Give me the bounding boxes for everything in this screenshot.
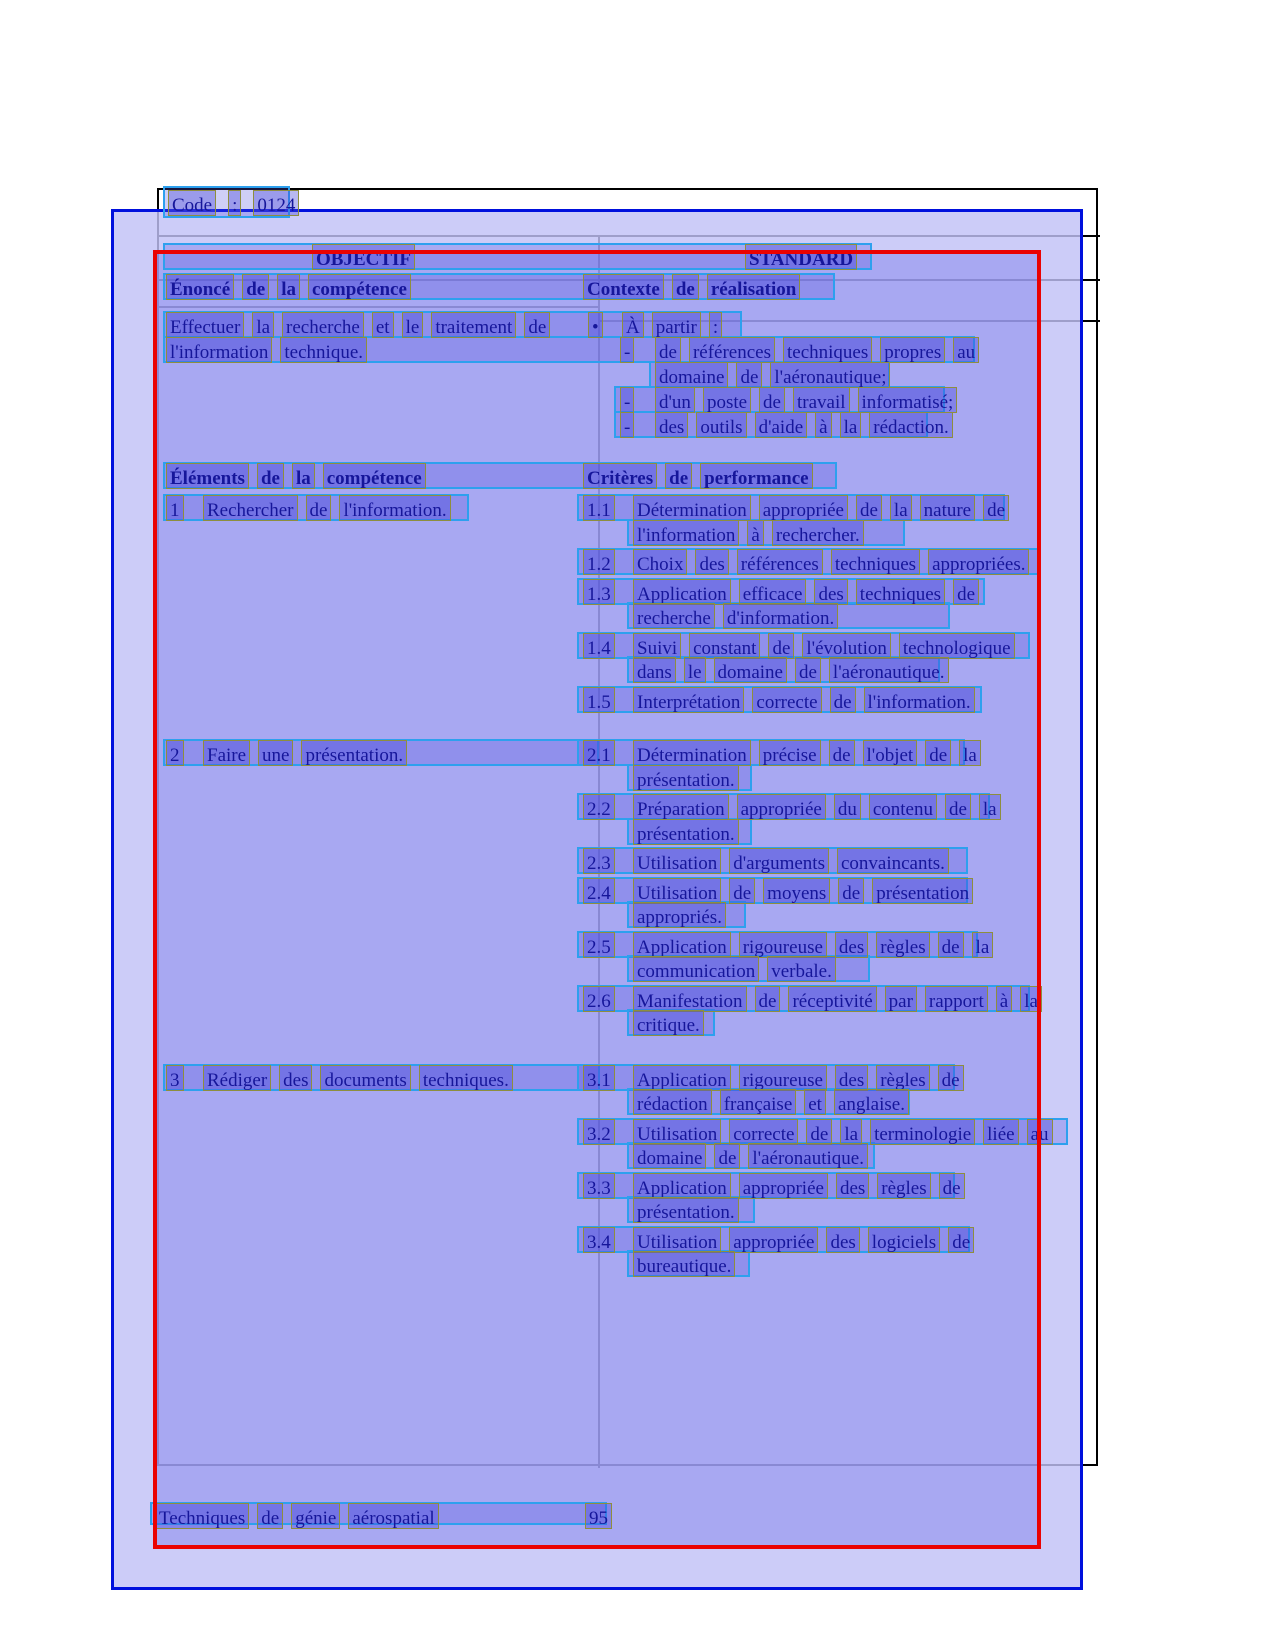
word-highlight-box: rédaction bbox=[633, 1089, 712, 1115]
word-highlight-box: 1.1 bbox=[583, 495, 615, 521]
word-highlight-box: Suivi bbox=[633, 633, 681, 659]
text-segment bbox=[655, 387, 957, 413]
word-highlight-box: Application bbox=[633, 932, 731, 958]
word-highlight-box: et bbox=[804, 1089, 826, 1115]
word-highlight-box: réceptivité bbox=[788, 986, 876, 1012]
word-highlight-box: Utilisation bbox=[633, 878, 721, 904]
word-highlight-box: propres bbox=[880, 337, 945, 363]
word-highlight-box: le bbox=[684, 657, 706, 683]
text-segment bbox=[633, 1197, 739, 1223]
word-highlight-box: présentation. bbox=[633, 819, 739, 845]
word-highlight-box: d'un bbox=[655, 387, 695, 413]
word-highlight-box: 3.2 bbox=[583, 1119, 615, 1145]
word-highlight-box: STANDARD bbox=[745, 244, 857, 270]
text-segment bbox=[633, 633, 1015, 659]
word-highlight-box: • bbox=[588, 312, 603, 338]
text-segment bbox=[633, 549, 1029, 575]
word-highlight-box: appropriée bbox=[739, 1173, 828, 1199]
word-highlight-box: documents bbox=[320, 1065, 410, 1091]
word-highlight-box: recherche bbox=[633, 603, 715, 629]
text-segment bbox=[633, 878, 973, 904]
word-highlight-box: Utilisation bbox=[633, 1119, 721, 1145]
text-segment bbox=[203, 1065, 513, 1091]
word-highlight-box: des bbox=[835, 1065, 868, 1091]
word-highlight-box: de bbox=[938, 1065, 964, 1091]
text-segment bbox=[583, 1065, 615, 1091]
word-highlight-box: de bbox=[655, 337, 681, 363]
text-segment bbox=[633, 1119, 1053, 1145]
text-segment bbox=[583, 1227, 615, 1253]
word-highlight-box: une bbox=[258, 740, 293, 766]
text-segment bbox=[583, 794, 615, 820]
word-highlight-box: performance bbox=[700, 463, 812, 489]
word-highlight-box: techniques. bbox=[419, 1065, 513, 1091]
text-segment bbox=[166, 740, 184, 766]
text-segment bbox=[583, 495, 615, 521]
text-segment bbox=[583, 633, 615, 659]
word-highlight-box: réalisation bbox=[707, 274, 801, 300]
word-highlight-box: Application bbox=[633, 579, 731, 605]
text-segment bbox=[585, 1503, 612, 1529]
word-highlight-box: - bbox=[620, 412, 634, 438]
word-highlight-box: logiciels bbox=[868, 1227, 940, 1253]
word-highlight-box: présentation bbox=[872, 878, 973, 904]
word-highlight-box: présentation. bbox=[633, 765, 739, 791]
text-segment bbox=[620, 337, 634, 363]
text-segment bbox=[583, 740, 615, 766]
word-highlight-box: la bbox=[277, 274, 300, 300]
text-segment bbox=[633, 986, 1042, 1012]
word-highlight-box: Application bbox=[633, 1173, 731, 1199]
word-highlight-box: efficace bbox=[739, 579, 807, 605]
word-highlight-box: 1 bbox=[166, 495, 184, 521]
word-highlight-box: l'information. bbox=[864, 687, 975, 713]
word-highlight-box: 1.3 bbox=[583, 579, 615, 605]
word-highlight-box: traitement bbox=[431, 312, 516, 338]
text-segment bbox=[583, 549, 615, 575]
word-highlight-box: la bbox=[1020, 986, 1042, 1012]
word-highlight-box: règles bbox=[876, 1065, 929, 1091]
text-segment bbox=[655, 412, 953, 438]
word-highlight-box: liée bbox=[983, 1119, 1018, 1145]
text-segment bbox=[633, 1143, 868, 1169]
word-highlight-box: de bbox=[948, 1227, 974, 1253]
word-highlight-box: présentation. bbox=[633, 1197, 739, 1223]
word-highlight-box: bureautique. bbox=[633, 1251, 735, 1277]
word-highlight-box: techniques bbox=[783, 337, 872, 363]
word-highlight-box: rédaction. bbox=[869, 412, 952, 438]
word-highlight-box: OBJECTIF bbox=[312, 244, 415, 270]
word-highlight-box: correcte bbox=[752, 687, 821, 713]
word-highlight-box: l'évolution bbox=[802, 633, 890, 659]
word-highlight-box: le bbox=[402, 312, 424, 338]
word-highlight-box: Code bbox=[168, 190, 216, 216]
word-highlight-box: appropriés. bbox=[633, 902, 726, 928]
word-highlight-box: de bbox=[665, 463, 692, 489]
word-highlight-box: Contexte bbox=[583, 274, 664, 300]
word-highlight-box: informatisé; bbox=[858, 387, 958, 413]
word-highlight-box: de bbox=[729, 878, 755, 904]
word-highlight-box: des bbox=[836, 1173, 869, 1199]
text-segment bbox=[583, 878, 615, 904]
text-segment bbox=[633, 603, 838, 629]
text-segment bbox=[583, 1173, 615, 1199]
word-highlight-box: critique. bbox=[633, 1010, 704, 1036]
word-highlight-box: de bbox=[768, 633, 794, 659]
word-highlight-box: 2.1 bbox=[583, 740, 615, 766]
word-highlight-box: compétence bbox=[308, 274, 411, 300]
text-segment bbox=[633, 1089, 909, 1115]
word-highlight-box: rigoureuse bbox=[739, 1065, 827, 1091]
word-highlight-box: Rédiger bbox=[203, 1065, 271, 1091]
text-segment bbox=[633, 794, 1001, 820]
word-highlight-box: de bbox=[242, 274, 269, 300]
word-highlight-box: Énoncé bbox=[166, 274, 234, 300]
word-highlight-box: domaine bbox=[633, 1143, 706, 1169]
word-highlight-box: Détermination bbox=[633, 740, 751, 766]
word-highlight-box: partir bbox=[652, 312, 701, 338]
word-highlight-box: références bbox=[689, 337, 775, 363]
word-highlight-box: de bbox=[829, 740, 855, 766]
word-highlight-box: domaine bbox=[655, 362, 728, 388]
word-highlight-box: 3.1 bbox=[583, 1065, 615, 1091]
word-highlight-box: d'arguments bbox=[729, 848, 829, 874]
text-segment bbox=[655, 362, 890, 388]
word-highlight-box: Choix bbox=[633, 549, 687, 575]
word-highlight-box: de bbox=[953, 579, 979, 605]
word-highlight-box: de bbox=[257, 1503, 283, 1529]
word-highlight-box: 2.3 bbox=[583, 848, 615, 874]
word-highlight-box: la bbox=[959, 740, 981, 766]
word-highlight-box: 95 bbox=[585, 1503, 612, 1529]
word-highlight-box: - bbox=[620, 337, 634, 363]
word-highlight-box: l'objet bbox=[863, 740, 918, 766]
word-highlight-box: la bbox=[890, 495, 912, 521]
word-highlight-box: l'aéronautique. bbox=[748, 1143, 868, 1169]
word-highlight-box: appropriée bbox=[729, 1227, 818, 1253]
text-segment bbox=[633, 495, 1009, 521]
word-highlight-box: de bbox=[524, 312, 550, 338]
text-segment bbox=[583, 274, 800, 300]
word-highlight-box: convaincants. bbox=[837, 848, 949, 874]
word-highlight-box: l'aéronautique. bbox=[829, 657, 949, 683]
word-highlight-box: - bbox=[620, 387, 634, 413]
text-segment bbox=[633, 765, 739, 791]
word-highlight-box: de bbox=[938, 932, 964, 958]
word-highlight-box: de bbox=[856, 495, 882, 521]
word-highlight-box: 3.4 bbox=[583, 1227, 615, 1253]
word-highlight-box: appropriée bbox=[737, 794, 826, 820]
text-segment bbox=[633, 520, 864, 546]
text-segment bbox=[622, 312, 722, 338]
word-highlight-box: l'information. bbox=[339, 495, 450, 521]
word-highlight-box: 3 bbox=[166, 1065, 184, 1091]
word-highlight-box: recherche bbox=[282, 312, 364, 338]
word-highlight-box: 1.5 bbox=[583, 687, 615, 713]
word-highlight-box: des bbox=[695, 549, 728, 575]
word-highlight-box: de bbox=[806, 1119, 832, 1145]
word-highlight-box: des bbox=[826, 1227, 859, 1253]
word-highlight-box: de bbox=[945, 794, 971, 820]
word-highlight-box: de bbox=[736, 362, 762, 388]
word-highlight-box: 1.2 bbox=[583, 549, 615, 575]
text-segment bbox=[166, 337, 367, 363]
word-highlight-box: par bbox=[885, 986, 917, 1012]
word-highlight-box: des bbox=[655, 412, 688, 438]
word-highlight-box: 2.5 bbox=[583, 932, 615, 958]
word-highlight-box: 3.3 bbox=[583, 1173, 615, 1199]
word-highlight-box: de bbox=[939, 1173, 965, 1199]
word-highlight-box: précise bbox=[759, 740, 821, 766]
text-segment bbox=[583, 1119, 615, 1145]
text-segment bbox=[166, 495, 184, 521]
word-highlight-box: l'information bbox=[166, 337, 272, 363]
word-highlight-box: anglaise. bbox=[834, 1089, 909, 1115]
text-segment bbox=[620, 387, 634, 413]
word-highlight-box: À bbox=[622, 312, 644, 338]
word-highlight-box: à bbox=[996, 986, 1012, 1012]
text-segment bbox=[633, 740, 981, 766]
word-highlight-box: des bbox=[279, 1065, 312, 1091]
word-highlight-box: de bbox=[257, 463, 284, 489]
word-highlight-box: Éléments bbox=[166, 463, 249, 489]
word-highlight-box: de bbox=[759, 387, 785, 413]
word-highlight-box: moyens bbox=[763, 878, 830, 904]
word-highlight-box: technique. bbox=[280, 337, 367, 363]
word-highlight-box: de bbox=[755, 986, 781, 1012]
text-segment bbox=[583, 986, 615, 1012]
word-highlight-box: Détermination bbox=[633, 495, 751, 521]
word-highlight-box: 2.6 bbox=[583, 986, 615, 1012]
text-segment bbox=[633, 1173, 965, 1199]
word-highlight-box: verbale. bbox=[767, 956, 836, 982]
text-segment bbox=[588, 312, 603, 338]
text-segment bbox=[633, 956, 836, 982]
word-highlight-box: : bbox=[709, 312, 722, 338]
word-highlight-box: d'information. bbox=[723, 603, 838, 629]
word-highlight-box: Manifestation bbox=[633, 986, 747, 1012]
word-highlight-box: appropriées. bbox=[928, 549, 1029, 575]
word-highlight-box: correcte bbox=[729, 1119, 798, 1145]
word-highlight-box: outils bbox=[696, 412, 746, 438]
word-highlight-box: l'aéronautique; bbox=[770, 362, 890, 388]
text-segment bbox=[166, 1065, 184, 1091]
text-segment bbox=[633, 1251, 735, 1277]
word-highlight-box: l'information bbox=[633, 520, 739, 546]
word-highlight-box: techniques bbox=[856, 579, 945, 605]
text-segment bbox=[633, 657, 949, 683]
word-highlight-box: au bbox=[1027, 1119, 1053, 1145]
word-highlight-box: Faire bbox=[203, 740, 250, 766]
text-segment bbox=[583, 687, 615, 713]
word-highlight-box: technologique bbox=[899, 633, 1015, 659]
word-highlight-box: à bbox=[815, 412, 831, 438]
word-highlight-box: constant bbox=[689, 633, 760, 659]
word-highlight-box: génie bbox=[291, 1503, 340, 1529]
word-highlight-box: des bbox=[814, 579, 847, 605]
text-segment bbox=[583, 579, 615, 605]
word-highlight-box: de bbox=[983, 495, 1009, 521]
word-highlight-box: 0124 bbox=[253, 190, 299, 216]
word-highlight-box: 2 bbox=[166, 740, 184, 766]
text-segment bbox=[633, 1227, 974, 1253]
word-highlight-box: règles bbox=[877, 1173, 930, 1199]
word-highlight-box: rigoureuse bbox=[739, 932, 827, 958]
word-highlight-box: Effectuer bbox=[166, 312, 244, 338]
word-highlight-box: compétence bbox=[323, 463, 426, 489]
word-highlight-box: nature bbox=[920, 495, 975, 521]
word-highlight-box: d'aide bbox=[755, 412, 808, 438]
word-highlight-box: rechercher. bbox=[772, 520, 864, 546]
text-segment bbox=[633, 932, 993, 958]
word-highlight-box: de bbox=[672, 274, 699, 300]
word-highlight-box: la bbox=[252, 312, 274, 338]
word-highlight-box: : bbox=[228, 190, 241, 216]
word-highlight-box: références bbox=[737, 549, 823, 575]
text-segment bbox=[583, 848, 615, 874]
word-highlight-box: 1.4 bbox=[583, 633, 615, 659]
word-highlight-box: communication bbox=[633, 956, 759, 982]
word-highlight-box: la bbox=[840, 1119, 862, 1145]
text-segment bbox=[166, 274, 411, 300]
word-highlight-box: à bbox=[747, 520, 763, 546]
word-highlight-box: aérospatial bbox=[348, 1503, 438, 1529]
word-highlight-box: terminologie bbox=[870, 1119, 975, 1145]
text-segment bbox=[583, 932, 615, 958]
text-segment bbox=[655, 337, 979, 363]
word-highlight-box: Préparation bbox=[633, 794, 729, 820]
word-highlight-box: la bbox=[292, 463, 315, 489]
text-segment bbox=[633, 819, 739, 845]
word-highlight-box: appropriée bbox=[759, 495, 848, 521]
word-highlight-box: Rechercher bbox=[203, 495, 298, 521]
word-highlight-box: des bbox=[835, 932, 868, 958]
text-segment bbox=[633, 579, 979, 605]
word-highlight-box: domaine bbox=[714, 657, 787, 683]
text-segment bbox=[583, 463, 813, 489]
text-segment bbox=[155, 1503, 439, 1529]
word-highlight-box: présentation. bbox=[301, 740, 407, 766]
text-segment bbox=[633, 687, 975, 713]
text-segment bbox=[203, 740, 407, 766]
word-highlight-box: règles bbox=[876, 932, 929, 958]
word-highlight-box: 2.2 bbox=[583, 794, 615, 820]
word-highlight-box: de bbox=[795, 657, 821, 683]
text-segment bbox=[633, 902, 726, 928]
word-highlight-box: de bbox=[925, 740, 951, 766]
text-segment bbox=[620, 412, 634, 438]
word-highlight-box: poste bbox=[703, 387, 751, 413]
word-highlight-box: dans bbox=[633, 657, 676, 683]
text-segment bbox=[203, 495, 451, 521]
word-highlight-box: de bbox=[714, 1143, 740, 1169]
word-highlight-box: 2.4 bbox=[583, 878, 615, 904]
word-highlight-box: de bbox=[830, 687, 856, 713]
text-segment bbox=[166, 463, 426, 489]
word-highlight-box: du bbox=[834, 794, 861, 820]
text-segment bbox=[745, 244, 857, 270]
word-highlight-box: de bbox=[838, 878, 864, 904]
word-highlight-box: française bbox=[720, 1089, 797, 1115]
word-highlight-box: de bbox=[306, 495, 332, 521]
word-highlight-box: Application bbox=[633, 1065, 731, 1091]
text-segment bbox=[168, 190, 299, 216]
word-highlight-box: techniques bbox=[831, 549, 920, 575]
word-highlight-box: la bbox=[979, 794, 1001, 820]
text-segment bbox=[633, 1065, 964, 1091]
word-highlight-box: Interprétation bbox=[633, 687, 744, 713]
word-highlight-box: Techniques bbox=[155, 1503, 249, 1529]
text-segment bbox=[633, 1010, 704, 1036]
word-highlight-box: travail bbox=[793, 387, 850, 413]
word-highlight-box: Utilisation bbox=[633, 1227, 721, 1253]
word-highlight-box: rapport bbox=[925, 986, 988, 1012]
word-highlight-box: la bbox=[840, 412, 862, 438]
word-highlight-box: Critères bbox=[583, 463, 657, 489]
text-segment bbox=[312, 244, 415, 270]
word-highlight-box: la bbox=[972, 932, 994, 958]
word-highlight-box: et bbox=[372, 312, 394, 338]
word-highlight-box: au bbox=[953, 337, 979, 363]
text-segment bbox=[166, 312, 550, 338]
text-segment bbox=[633, 848, 949, 874]
word-highlight-box: Utilisation bbox=[633, 848, 721, 874]
word-highlight-box: contenu bbox=[869, 794, 937, 820]
